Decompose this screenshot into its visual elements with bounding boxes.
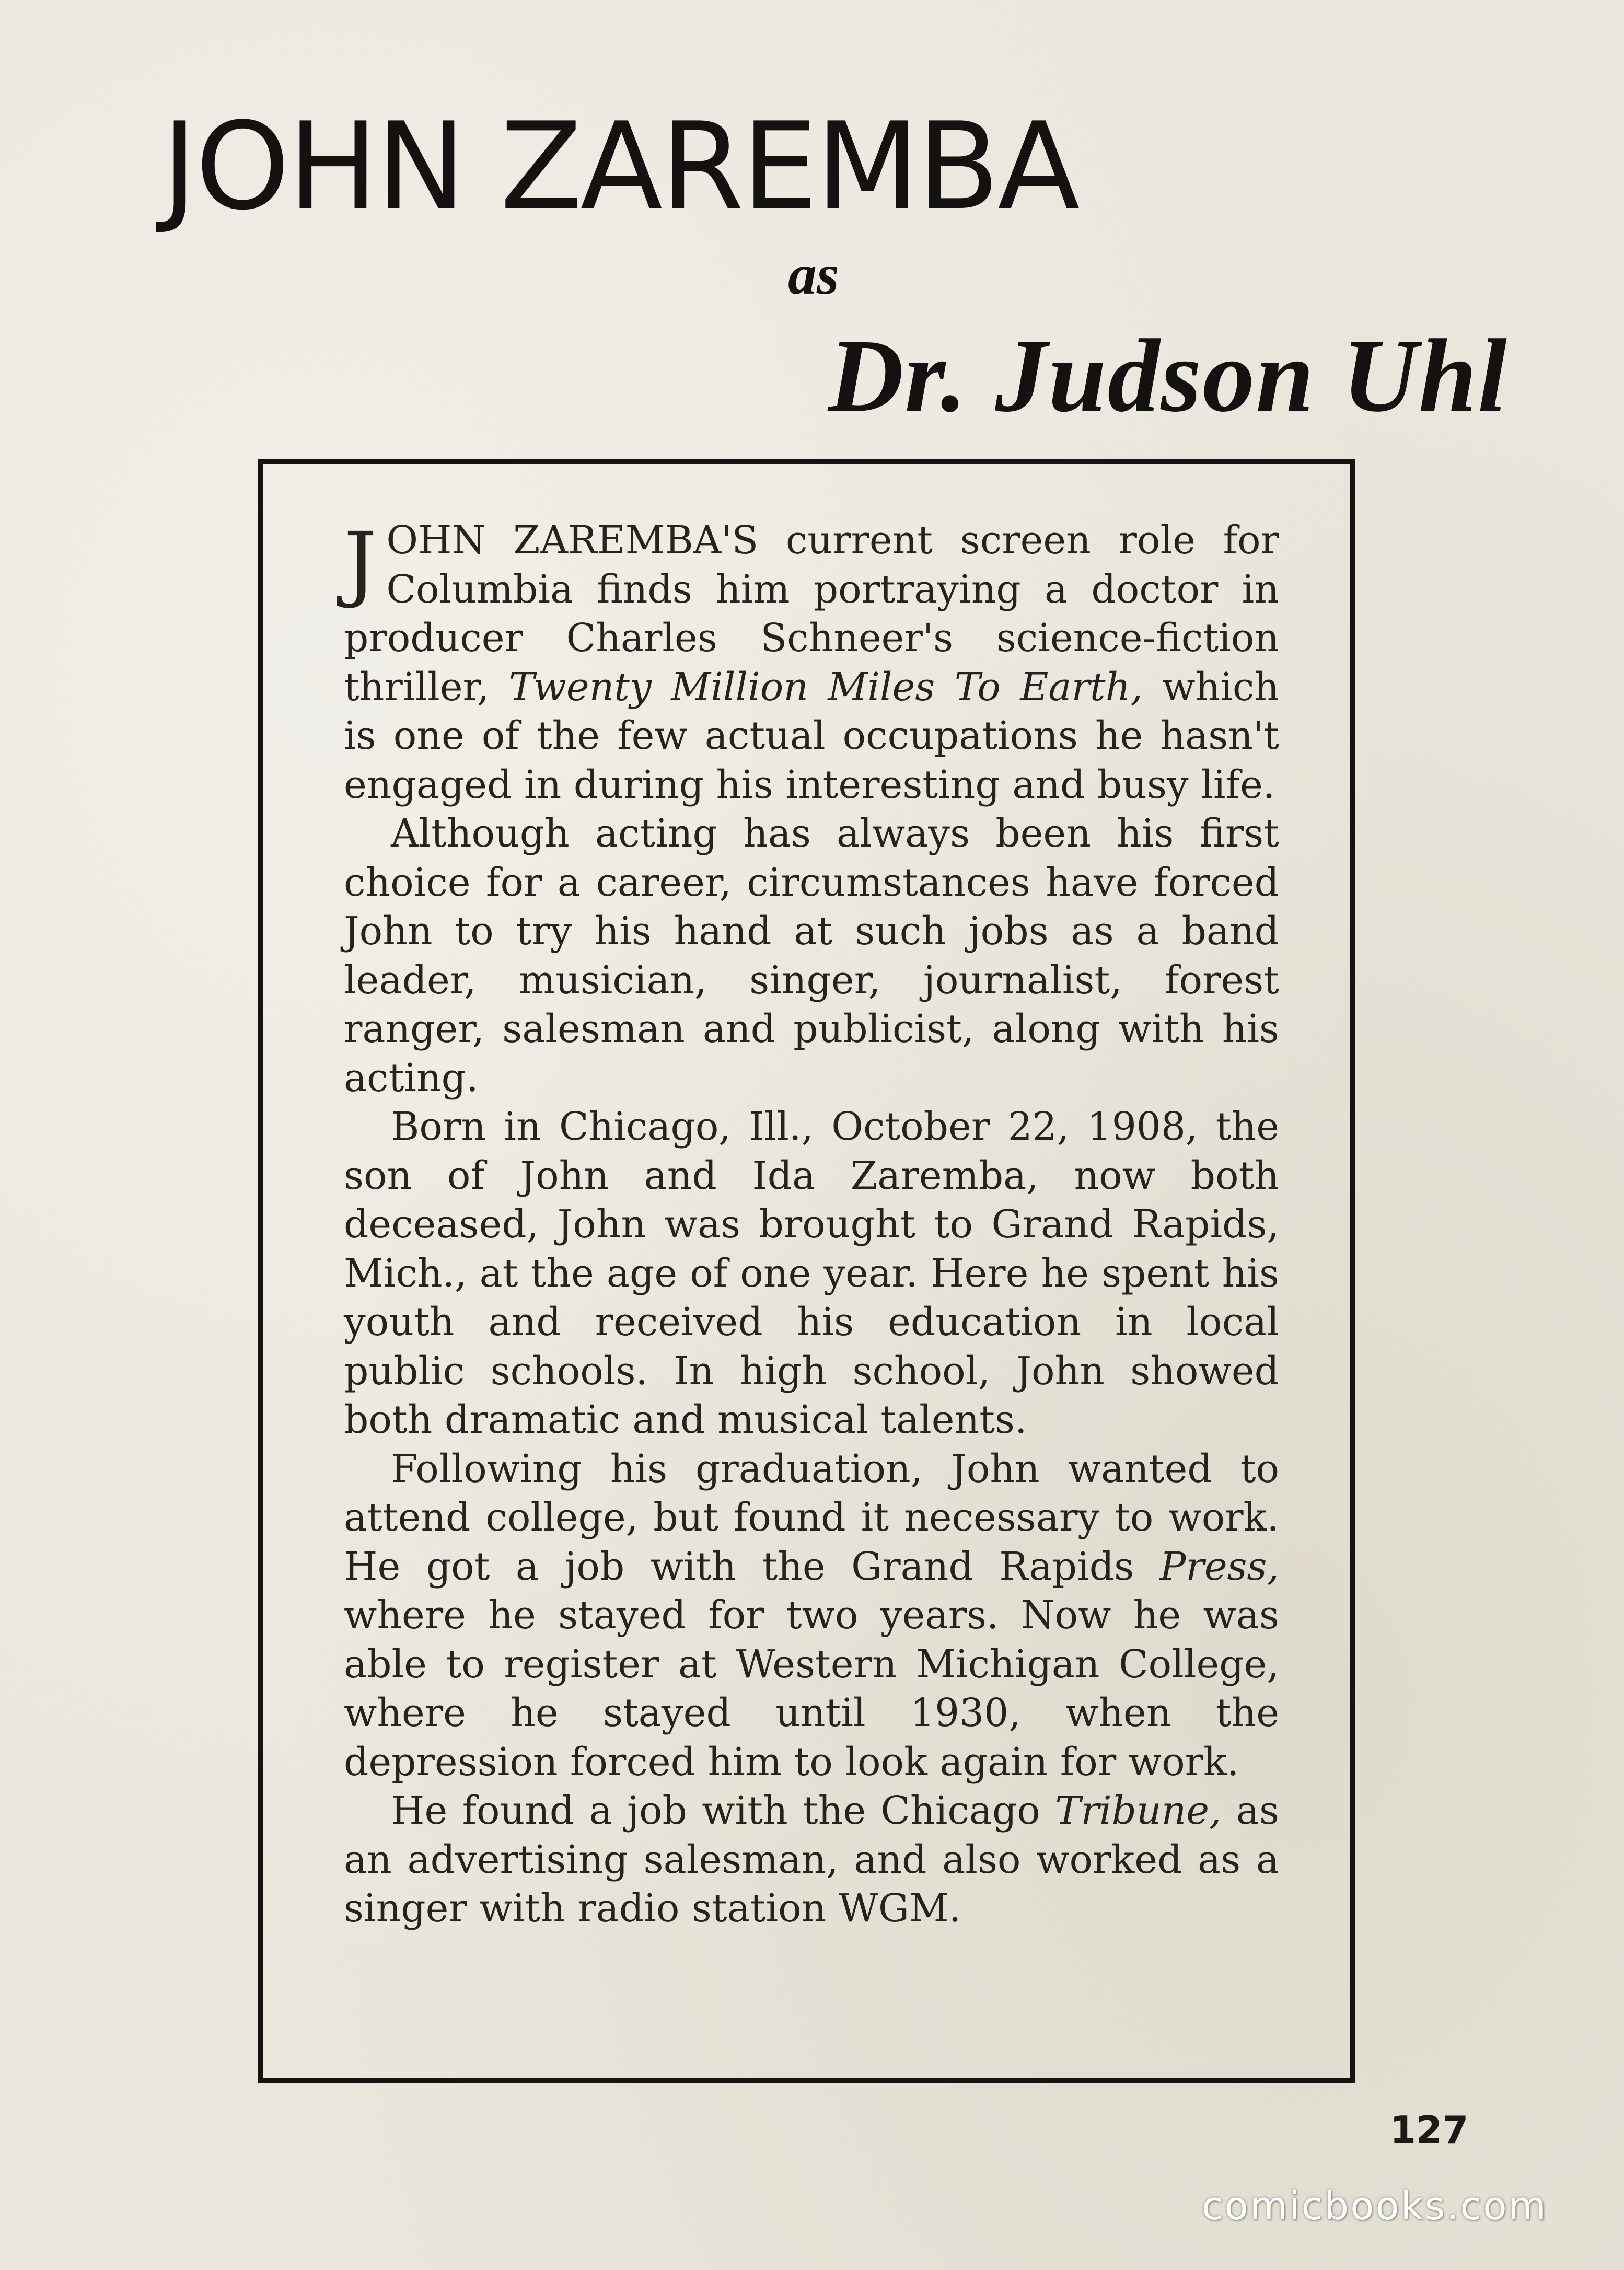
bio-paragraph-1 [344,516,1279,809]
bio-paragraph-5-rest: as an advertising salesman, and also worked as a singer with radio station WGM. [344,1788,1279,1931]
film-title: Twenty Million Miles To Earth, [508,664,1143,710]
title-connector: as [788,242,839,306]
bio-paragraph-5-lead: He found a job with the Chicago [391,1788,1055,1833]
bio-paragraph-2: Although acting has always been his first choice for a career, circumstances have forced John to try his hand at such jobs as a band leader, musician, singer, journalist, forest ranger, salesman and publicist, along with his acting. [344,811,1279,1101]
drop-cap: J [344,515,377,611]
watermark: comicbooks.com [1202,2184,1548,2229]
bio-paragraph-3: Born in Chicago, Ill., October 22, 1908, the son of John and Ida Zaremba, now both deceased, John was brought to Grand Rapids, Mich., at the age of one year. Here he spent his youth and received his education in local public schools. In high school, John showed both dramatic and musical talents. [344,1104,1279,1442]
bio-box [258,459,1355,2083]
page-number: 127 [1390,2108,1469,2152]
bio-paragraph-4-rest: where he stayed for two years. Now he was able to register at Western Michigan College, where he stayed until 1930, when the depression forced him to look again for work. [344,1593,1279,1785]
bio-paragraph-1-rest: which is one of the few actual occupations he hasn't engaged in during his interesting and busy life. [344,664,1280,807]
bio-paragraph-4-lead: Following his graduation, John wanted to attend college, but found it necessary to work. He got a job with the Grand Rapids [344,1446,1279,1589]
newspaper-name-press: Press, [1159,1544,1279,1589]
newspaper-name-tribune: Tribune, [1055,1788,1222,1833]
bio-paragraph-5 [344,1787,1279,1933]
role-name: Dr. Judson Uhl [828,318,1508,434]
bio-paragraph-4 [344,1445,1279,1787]
page-title: JOHN ZAREMBA [162,97,1078,237]
bio-paragraph-1-lead: OHN ZAREMBA'S current screen role for Columbia finds him portraying a doctor in producer Charles Schneer's science-fiction thriller, [344,518,1279,710]
bio-text [344,516,1279,1933]
